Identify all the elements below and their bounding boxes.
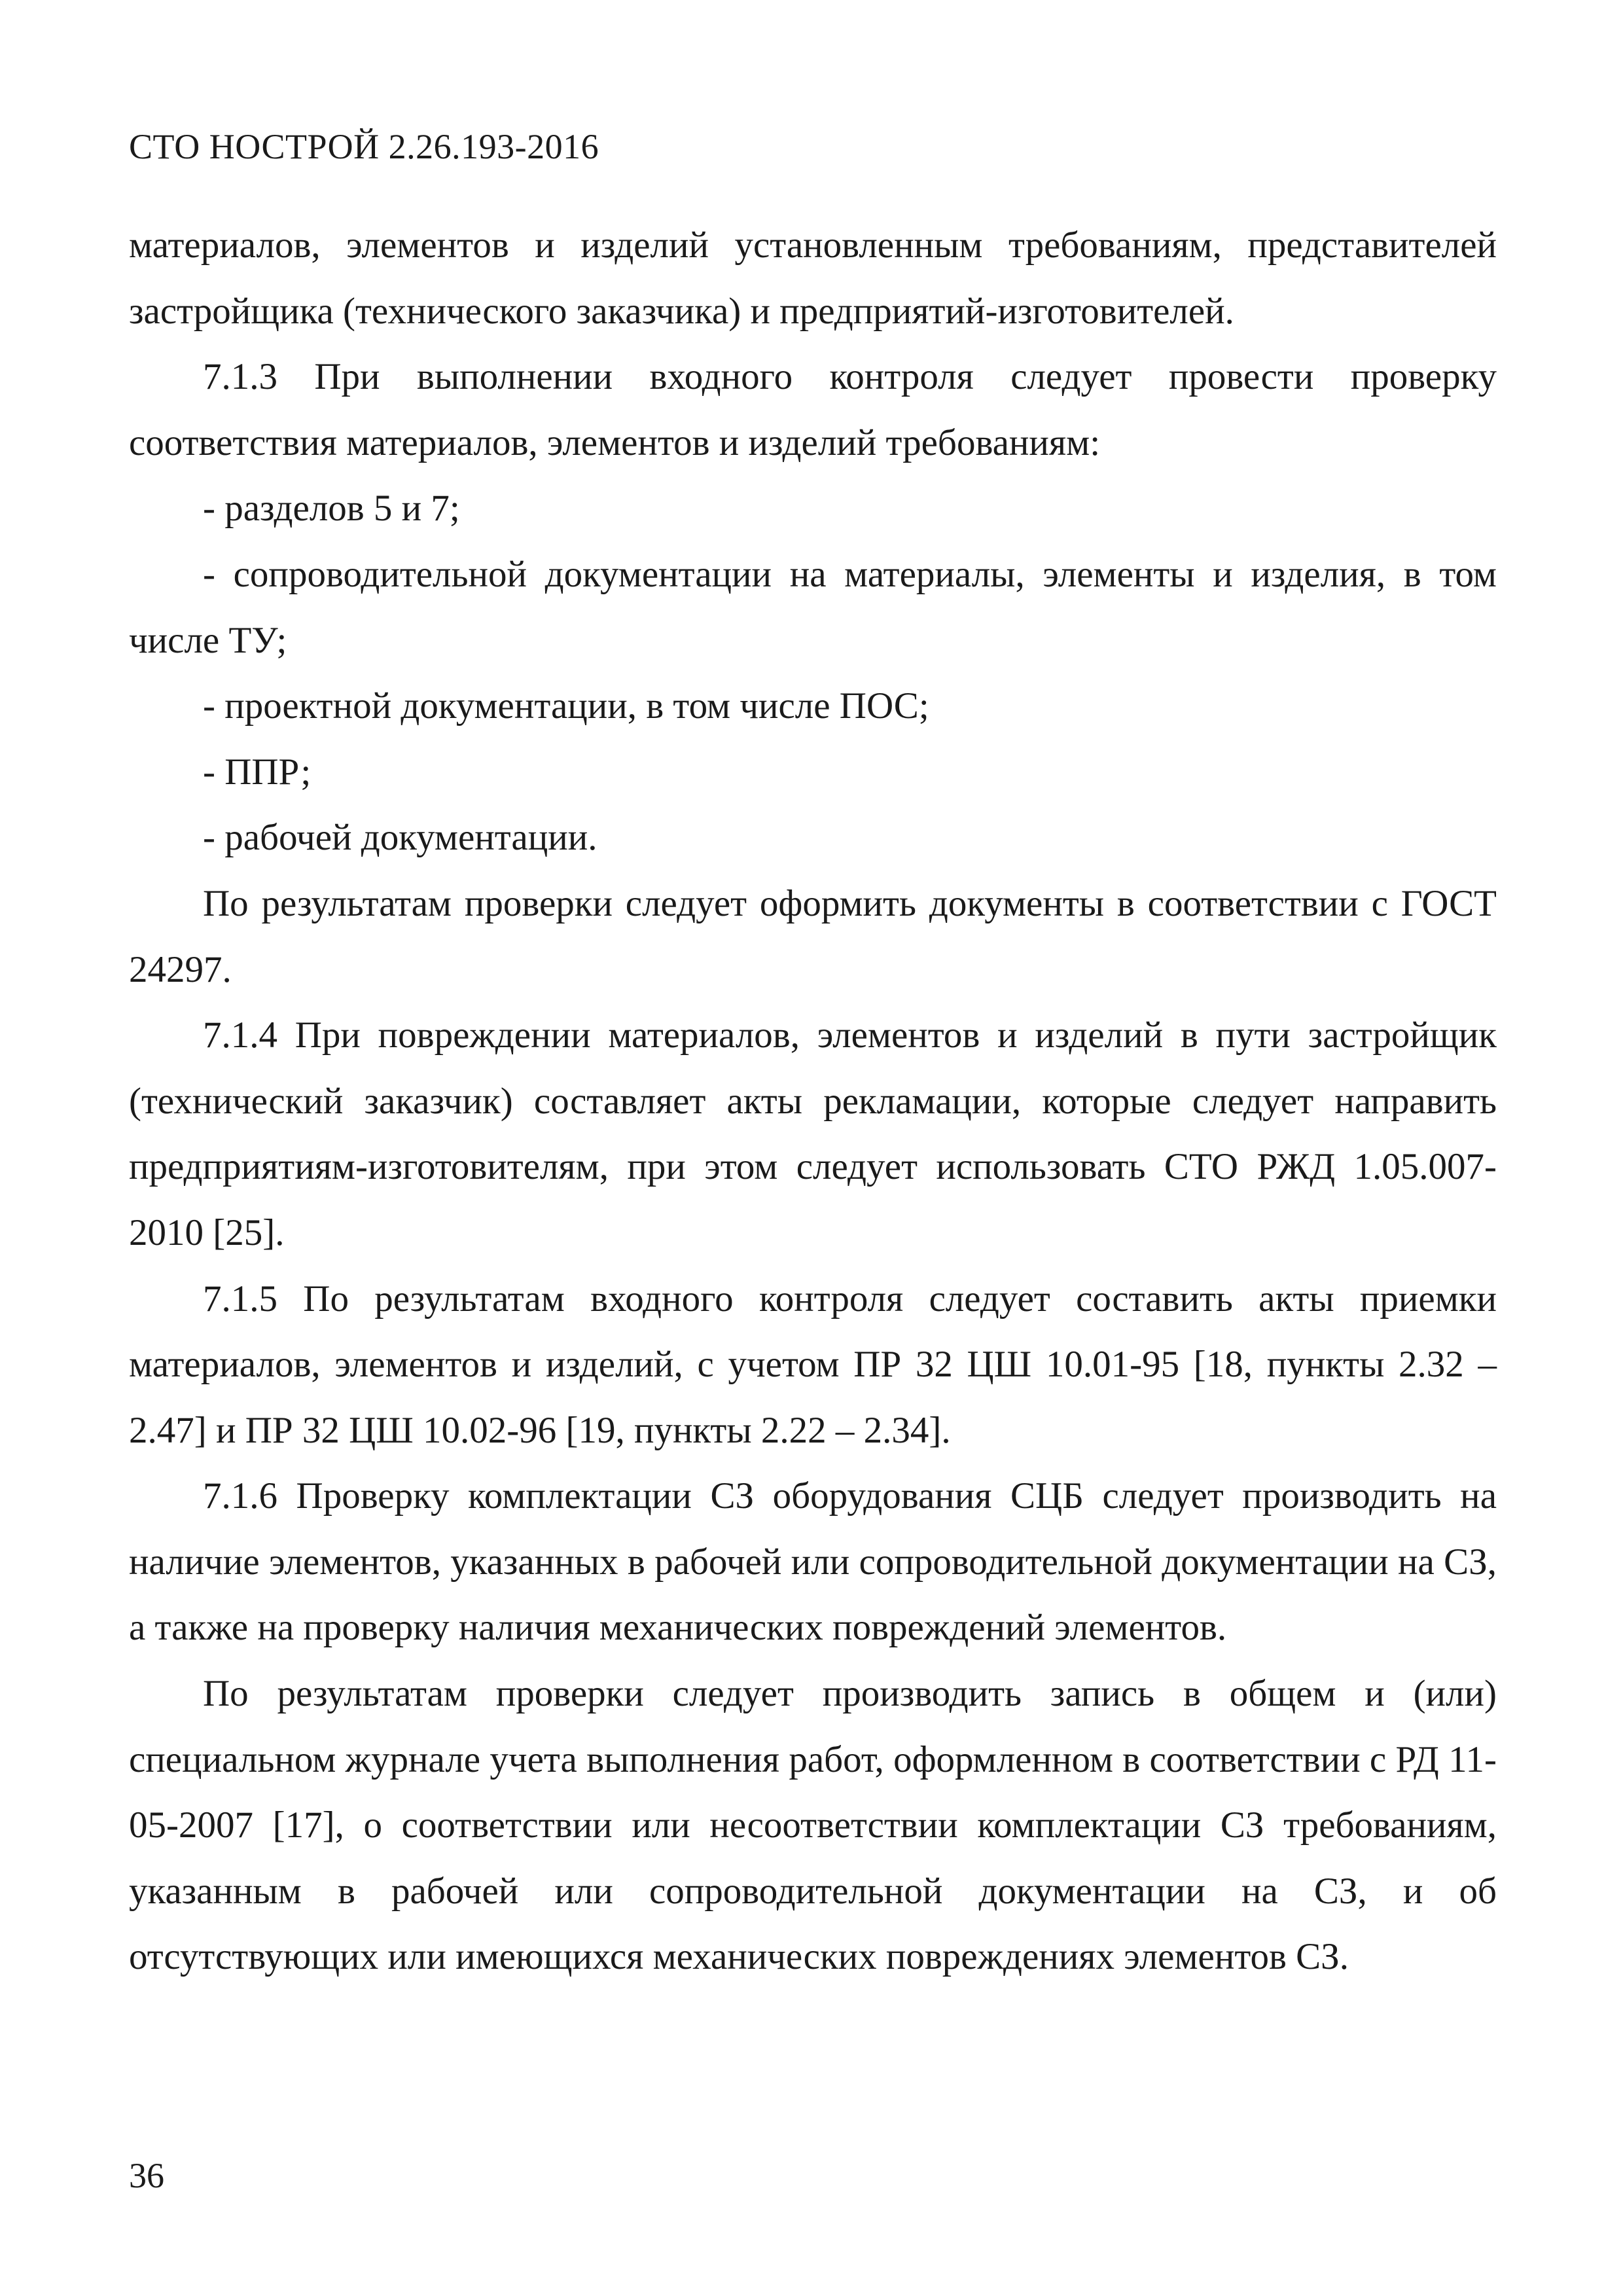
paragraph-7-1-6: 7.1.6 Проверку комплектации СЗ оборудования СЦБ следует производить на наличие элементов, указанных в рабочей или сопроводительной документации на СЗ, а также на проверку наличия механических повреждений элементов. bbox=[129, 1475, 1497, 1649]
list-item-accompanying-docs: - сопроводительной документации на материалы, элементы и изделия, в том числе ТУ; bbox=[129, 553, 1497, 661]
list-item-ppr: - ППР; bbox=[203, 751, 312, 793]
paragraph-7-1-5: 7.1.5 По результатам входного контроля следует составить акты приемки материалов, элементов и изделий, с учетом ПР 32 ЦШ 10.01-95 [18, пункты 2.32 – 2.47] и ПР 32 ЦШ 10.02-96 [19, пункты 2.22 – 2.34]. bbox=[129, 1278, 1497, 1451]
list-item-working-docs: - рабочей документации. bbox=[203, 817, 597, 859]
paragraph-continuation: материалов, элементов и изделий установленным требованиям, представителей застройщика (технического заказчика) и предприятий-изготовителей. bbox=[129, 224, 1497, 332]
paragraph-journal-record: По результатам проверки следует производить запись в общем и (или) специальном журнале учета выполнения работ, оформленном в соответствии с РД 11-05-2007 [17], о соответствии или несоответствии комплектации СЗ требованиям, указанным в рабочей или сопроводительной документации на СЗ, и об отсутствующих или имеющихся механических повреждениях элементов СЗ. bbox=[129, 1673, 1497, 1978]
list-item-project-docs: - проектной документации, в том числе ПОС; bbox=[203, 685, 929, 727]
page-number: 36 bbox=[129, 2156, 164, 2195]
paragraph-7-1-3: 7.1.3 При выполнении входного контроля следует провести проверку соответствия материалов, элементов и изделий требованиям: bbox=[129, 356, 1497, 463]
paragraph-7-1-4: 7.1.4 При повреждении материалов, элементов и изделий в пути застройщик (технический заказчик) составляет акты рекламации, которые следует направить предприятиям-изготовителям, при этом следует использовать СТО РЖД 1.05.007-2010 [25]. bbox=[129, 1014, 1497, 1253]
paragraph-check-results: По результатам проверки следует оформить документы в соответствии с ГОСТ 24297. bbox=[129, 882, 1497, 990]
page-header-standard-code: СТО НОСТРОЙ 2.26.193-2016 bbox=[129, 127, 599, 166]
document-body bbox=[129, 213, 1497, 1990]
list-item-sections: - разделов 5 и 7; bbox=[203, 488, 460, 529]
